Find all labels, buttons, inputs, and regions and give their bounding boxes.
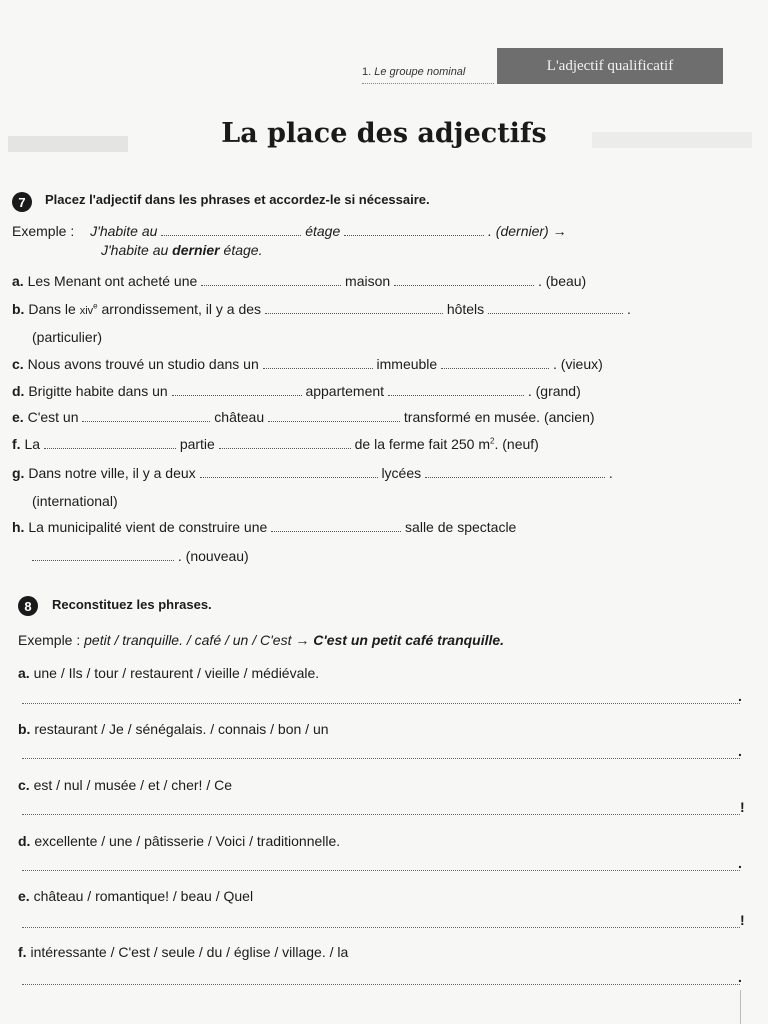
answer-line-e[interactable] bbox=[22, 927, 740, 928]
answer-line-f[interactable] bbox=[22, 984, 740, 985]
exercise-7-item-h-end bbox=[32, 548, 249, 564]
exercise-7-item-c bbox=[12, 356, 603, 372]
exercise-8-number-badge: 8 bbox=[18, 596, 38, 616]
item-label: f. bbox=[18, 944, 27, 960]
item-label: g. bbox=[12, 465, 25, 481]
blank[interactable] bbox=[388, 385, 524, 396]
item-text: de la ferme fait 250 m bbox=[354, 436, 491, 452]
example-text: étage bbox=[305, 223, 341, 239]
exercise-8-item-a bbox=[18, 665, 319, 681]
item-text: La municipalité vient de construire une bbox=[28, 519, 268, 535]
chapter-underline bbox=[362, 83, 494, 84]
item-text: transformé en musée. (ancien) bbox=[403, 409, 595, 425]
end-punctuation: . bbox=[738, 743, 742, 759]
blank[interactable] bbox=[425, 467, 605, 478]
item-label: a. bbox=[18, 665, 30, 681]
blank[interactable] bbox=[263, 358, 373, 369]
exercise-7-item-g bbox=[12, 465, 613, 481]
end-punctuation: ! bbox=[740, 799, 745, 815]
exercise-7-example-answer bbox=[101, 242, 262, 258]
item-text: C'est un bbox=[27, 409, 79, 425]
blank[interactable] bbox=[441, 358, 549, 369]
item-label: h. bbox=[12, 519, 25, 535]
chapter-number: 1. bbox=[362, 66, 372, 78]
item-text: château bbox=[214, 409, 265, 425]
example-text: J'habite au bbox=[90, 223, 158, 239]
example-answer-word: dernier bbox=[172, 242, 220, 258]
item-text: Dans le bbox=[28, 301, 76, 317]
page-title: La place des adjectifs bbox=[221, 118, 547, 149]
exercise-7-item-d bbox=[12, 383, 581, 399]
blank[interactable] bbox=[265, 303, 443, 314]
blank[interactable] bbox=[344, 225, 484, 236]
answer-line-d[interactable] bbox=[22, 870, 740, 871]
superscript: 2 bbox=[490, 436, 495, 446]
page-edge-mark bbox=[740, 990, 741, 1024]
item-words: restaurant / Je / sénégalais. / connais / bon / un bbox=[34, 721, 329, 737]
item-text: . (beau) bbox=[537, 273, 587, 289]
exercise-7-item-h bbox=[12, 519, 516, 535]
item-text: Nous avons trouvé un studio dans un bbox=[27, 356, 259, 372]
item-label: e. bbox=[18, 888, 30, 904]
item-text: Les Menant ont acheté une bbox=[27, 273, 198, 289]
item-text: partie bbox=[179, 436, 215, 452]
item-label: d. bbox=[18, 833, 31, 849]
section-tab: L'adjectif qualificatif bbox=[497, 48, 723, 84]
exercise-7-instruction: Placez l'adjectif dans les phrases et accordez-le si nécessaire. bbox=[45, 192, 430, 207]
end-punctuation: . bbox=[738, 688, 742, 704]
item-text: . (grand) bbox=[527, 383, 581, 399]
blank[interactable] bbox=[394, 275, 534, 286]
chapter-heading bbox=[362, 66, 465, 78]
item-words: une / Ils / tour / restaurent / vieille / médiévale. bbox=[33, 665, 320, 681]
item-text: La bbox=[24, 436, 41, 452]
example-label: Exemple : bbox=[12, 223, 75, 239]
exercise-8-item-d bbox=[18, 833, 340, 849]
item-words: excellente / une / pâtisserie / Voici / traditionnelle. bbox=[34, 833, 341, 849]
item-label: c. bbox=[12, 356, 24, 372]
example-text: J'habite au bbox=[101, 242, 169, 258]
item-text: . (nouveau) bbox=[177, 548, 249, 564]
blank[interactable] bbox=[44, 438, 176, 449]
blank[interactable] bbox=[200, 467, 378, 478]
exercise-7-number-badge: 7 bbox=[12, 192, 32, 212]
item-text: . bbox=[608, 465, 613, 481]
answer-line-b[interactable] bbox=[22, 758, 740, 759]
item-text: hôtels bbox=[446, 301, 485, 317]
exercise-8-example bbox=[18, 632, 504, 648]
chapter-title: Le groupe nominal bbox=[374, 66, 466, 78]
item-words: intéressante / C'est / seule / du / église / village. / la bbox=[30, 944, 349, 960]
item-label: d. bbox=[12, 383, 25, 399]
exercise-8-item-e bbox=[18, 888, 253, 904]
item-text: lycées bbox=[381, 465, 422, 481]
example-text: . (dernier) → bbox=[488, 223, 567, 239]
item-words: château / romantique! / beau / Quel bbox=[33, 888, 254, 904]
exercise-7-item-f bbox=[12, 436, 539, 452]
answer-line-c[interactable] bbox=[22, 814, 740, 815]
item-text: maison bbox=[345, 273, 391, 289]
item-text: . (vieux) bbox=[553, 356, 603, 372]
item-text: arrondissement, il y a des bbox=[101, 301, 262, 317]
arrow-icon: → bbox=[295, 632, 310, 648]
exercise-8-instruction: Reconstituez les phrases. bbox=[52, 597, 212, 612]
item-label: f. bbox=[12, 436, 21, 452]
exercise-7-item-e bbox=[12, 409, 595, 425]
example-answer: C'est un petit café tranquille. bbox=[313, 632, 505, 648]
end-punctuation: . bbox=[738, 855, 742, 871]
superscript: e bbox=[93, 301, 98, 311]
blank[interactable] bbox=[219, 438, 351, 449]
blank[interactable] bbox=[271, 521, 401, 532]
item-words: est / nul / musée / et / cher! / Ce bbox=[33, 777, 232, 793]
exercise-8-item-c bbox=[18, 777, 232, 793]
item-text: . bbox=[626, 301, 631, 317]
blank[interactable] bbox=[32, 550, 174, 561]
blank[interactable] bbox=[268, 411, 400, 422]
blank[interactable] bbox=[488, 303, 623, 314]
blank[interactable] bbox=[172, 385, 302, 396]
roman-numeral: xiv bbox=[79, 305, 94, 317]
item-label: b. bbox=[18, 721, 31, 737]
item-text: appartement bbox=[305, 383, 385, 399]
exercise-7-example-question bbox=[12, 223, 567, 239]
exercise-7-item-b-hint: (particulier) bbox=[32, 329, 103, 345]
answer-line-a[interactable] bbox=[22, 703, 740, 704]
blank[interactable] bbox=[161, 225, 301, 236]
example-label: Exemple : bbox=[18, 632, 81, 648]
item-label: a. bbox=[12, 273, 24, 289]
item-text: Brigitte habite dans un bbox=[28, 383, 168, 399]
exercise-8-item-f bbox=[18, 944, 348, 960]
end-punctuation: ! bbox=[740, 912, 745, 928]
item-text: Dans notre ville, il y a deux bbox=[28, 465, 196, 481]
blank[interactable] bbox=[201, 275, 341, 286]
item-text: salle de spectacle bbox=[405, 519, 517, 535]
item-label: e. bbox=[12, 409, 24, 425]
exercise-7-item-g-hint: (international) bbox=[32, 493, 118, 509]
blank[interactable] bbox=[82, 411, 210, 422]
exercise-7-item-a bbox=[12, 273, 586, 289]
exercise-7-item-b bbox=[12, 301, 631, 317]
example-text: étage. bbox=[223, 242, 263, 258]
item-label: b. bbox=[12, 301, 25, 317]
item-text: immeuble bbox=[376, 356, 438, 372]
exercise-8-item-b bbox=[18, 721, 329, 737]
example-words: petit / tranquille. / café / un / C'est bbox=[84, 632, 292, 648]
item-label: c. bbox=[18, 777, 30, 793]
end-punctuation: . bbox=[738, 969, 742, 985]
item-text: . (neuf) bbox=[494, 436, 539, 452]
